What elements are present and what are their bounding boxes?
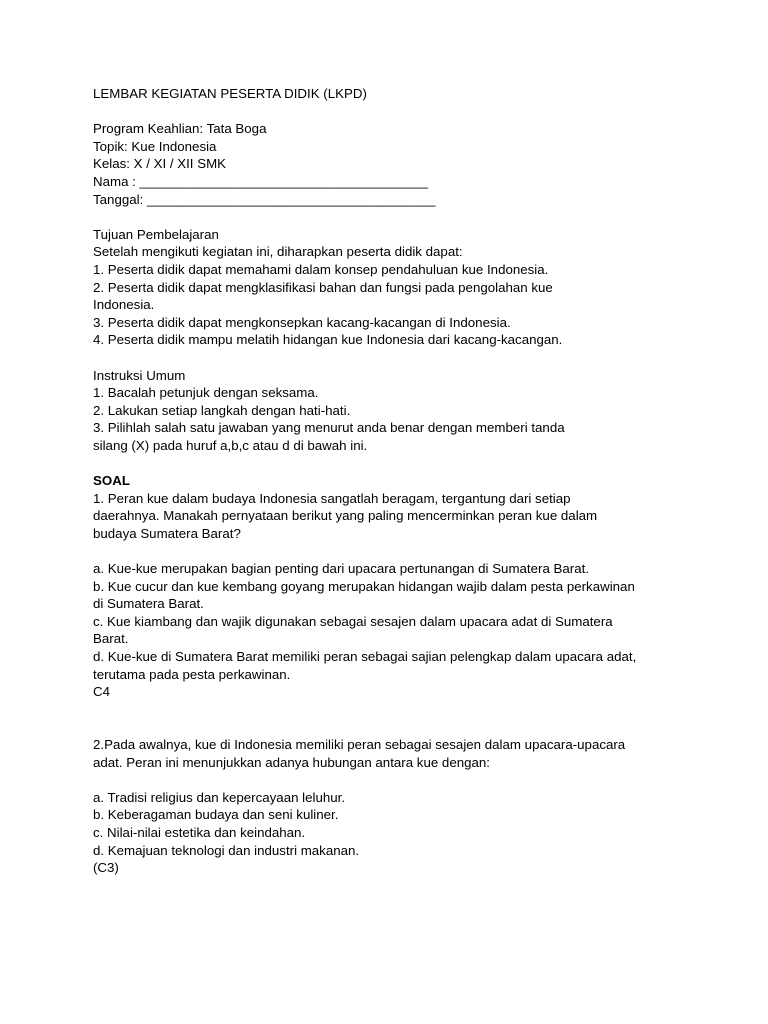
- question-1-option[interactable]: terutama pada pesta perkawinan.: [93, 666, 291, 682]
- topik: Topik: Kue Indonesia: [93, 138, 217, 154]
- question-1-option[interactable]: Barat.: [93, 631, 129, 647]
- spacer: [93, 718, 693, 736]
- document-title: LEMBAR KEGIATAN PESERTA DIDIK (LKPD): [93, 86, 367, 101]
- spacer: [93, 454, 693, 472]
- spacer: [93, 771, 693, 789]
- question-1-text: daerahnya. Manakah pernyataan berikut yang paling mencerminkan peran kue dalam: [93, 508, 598, 524]
- spacer: [93, 349, 693, 367]
- question-1-option[interactable]: c. Kue kiambang dan wajik digunakan sebagai sesajen dalam upacara adat di Sumatera: [93, 613, 613, 629]
- question-1-level: C4: [93, 684, 110, 700]
- tanggal-field[interactable]: Tanggal: _______________________________________: [93, 191, 436, 207]
- question-2-option[interactable]: d. Kemajuan teknologi dan industri makanan.: [93, 842, 360, 858]
- nama-field[interactable]: Nama : _______________________________________: [93, 173, 428, 189]
- spacer: [93, 701, 693, 719]
- kelas: Kelas: X / XI / XII SMK: [93, 156, 227, 172]
- program-keahlian: Program Keahlian: Tata Boga: [93, 121, 267, 137]
- tujuan-heading: Tujuan Pembelajaran: [93, 226, 219, 242]
- question-1-text: budaya Sumatera Barat?: [93, 525, 241, 541]
- question-1-option[interactable]: a. Kue-kue merupakan bagian penting dari upacara pertunangan di Sumatera Barat.: [93, 561, 590, 577]
- question-2-option[interactable]: a. Tradisi religius dan kepercayaan leluhur.: [93, 789, 346, 805]
- question-1-text: 1. Peran kue dalam budaya Indonesia sangatlah beragam, tergantung dari setiap: [93, 490, 571, 506]
- instruksi-item: 2. Lakukan setiap langkah dengan hati-hati.: [93, 402, 351, 418]
- question-2-option[interactable]: c. Nilai-nilai estetika dan keindahan.: [93, 824, 306, 840]
- question-1-option[interactable]: b. Kue cucur dan kue kembang goyang merupakan hidangan wajib dalam pesta perkawinan: [93, 578, 635, 594]
- question-2-option[interactable]: b. Keberagaman budaya dan seni kuliner.: [93, 807, 339, 823]
- tujuan-item: 2. Peserta didik dapat mengklasifikasi bahan dan fungsi pada pengolahan kue: [93, 279, 553, 295]
- spacer: [93, 542, 693, 560]
- question-1-option[interactable]: d. Kue-kue di Sumatera Barat memiliki peran sebagai sajian pelengkap dalam upacara adat,: [93, 649, 637, 664]
- spacer: [93, 208, 693, 226]
- tujuan-intro: Setelah mengikuti kegiatan ini, diharapkan peserta didik dapat:: [93, 244, 463, 260]
- instruksi-item: 3. Pilihlah salah satu jawaban yang menurut anda benar dengan memberi tanda: [93, 420, 565, 436]
- instruksi-item: silang (X) pada huruf a,b,c atau d di bawah ini.: [93, 437, 368, 453]
- spacer: [93, 103, 693, 121]
- tujuan-item: 1. Peserta didik dapat memahami dalam konsep pendahuluan kue Indonesia.: [93, 261, 549, 277]
- question-2-text: adat. Peran ini menunjukkan adanya hubungan antara kue dengan:: [93, 754, 490, 770]
- tujuan-item: 3. Peserta didik dapat mengkonsepkan kacang-kacangan di Indonesia.: [93, 314, 511, 330]
- question-2-text: 2.Pada awalnya, kue di Indonesia memiliki peran sebagai sesajen dalam upacara-upacara: [93, 736, 626, 752]
- question-2-level: (C3): [93, 860, 119, 876]
- instruksi-item: 1. Bacalah petunjuk dengan seksama.: [93, 385, 319, 401]
- tujuan-item: 4. Peserta didik mampu melatih hidangan kue Indonesia dari kacang-kacangan.: [93, 332, 563, 348]
- tujuan-item: Indonesia.: [93, 297, 155, 313]
- question-1-option[interactable]: di Sumatera Barat.: [93, 596, 204, 612]
- document-body: [93, 85, 693, 877]
- instruksi-heading: Instruksi Umum: [93, 367, 186, 383]
- soal-heading: SOAL: [93, 473, 130, 489]
